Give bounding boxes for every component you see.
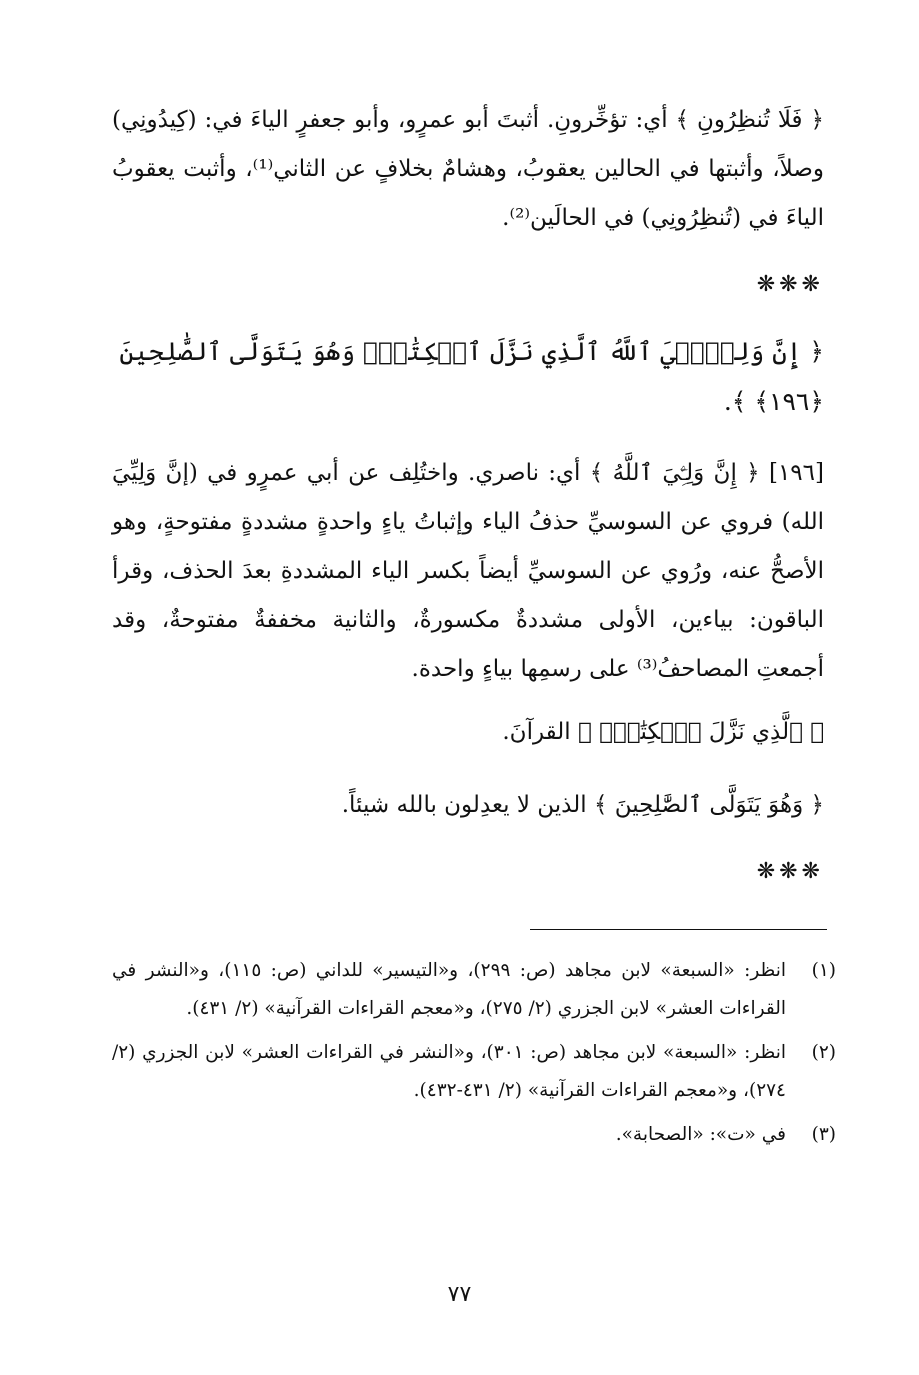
footnote-item xyxy=(112,1116,836,1154)
footnote-item xyxy=(112,952,836,1028)
main-text xyxy=(112,96,824,914)
footnotes xyxy=(112,952,836,1160)
footnote-marker: (٢) xyxy=(811,1042,836,1063)
footnote-text: في «ت»: «الصحابة». xyxy=(615,1124,786,1145)
footnote-marker: (١) xyxy=(811,960,836,981)
footnote-text: انظر: «السبعة» لابن مجاهد (ص: ٢٩٩)، و«التيسير» للداني (ص: ١١٥)، و«النشر في القراءات العشر» لابن الجزري (٢/ ٢٧٥)، و«معجم القراءات القرآنية» (٢/ ٤٣١). xyxy=(112,960,786,1019)
commentary-paragraph-1: ﴿ فَلَا تُنظِرُونِ ﴾ أي: تؤخِّرونِ. أثبتَ أبو عمرٍو، وأبو جعفرٍ الياءَ في: (كِيدُونِي) وصلاً، وأثبتها في الحالين يعقوبُ، وهشامٌ بخلافٍ عن الثاني⁽¹⁾، وأثبت يعقوبُ الياءَ في (تُنظِرُونِي) في الحالَين⁽²⁾. xyxy=(112,107,824,231)
footnote-divider xyxy=(530,929,827,930)
section-separator: ❋❋❋ xyxy=(756,272,824,297)
footnote-item xyxy=(112,1034,836,1110)
commentary-paragraph-2: [١٩٦] ﴿ إِنَّ وَلِـِّۧيَ ٱللَّهُ ﴾ أي: ناصري. واختُلِف عن أبي عمرٍو في (إنَّ وَلِيِّيَ الله) فروي عن السوسيِّ حذفُ الياء وإثباتُ ياءٍ واحدةٍ مشددةٍ مفتوحةٍ، وهو الأصحُّ عنه، ورُوي عن السوسيِّ أيضاً بكسر الياء المشددةِ بعدَ الحذف، وقرأ الباقون: بياءين، الأولى مشددةٌ مكسورةٌ، والثانية مخففةٌ مفتوحةٌ، وقد أجمعتِ المصاحفُ⁽³⁾ على رسمِها بياءٍ واحدة. xyxy=(112,460,824,682)
section-separator: ❋❋❋ xyxy=(756,859,824,884)
verse-gloss-1: ﴿ ٱلَّذِي نَزَّلَ ٱلۡكِتَٰبَۖ ﴾ القرآنَ. xyxy=(502,719,824,745)
footnote-marker: (٣) xyxy=(811,1124,836,1145)
footnote-text: انظر: «السبعة» لابن مجاهد (ص: ٣٠١)، و«النشر في القراءات العشر» لابن الجزري (٢/ ٢٧٤)، و«معجم القراءات القرآنية» (٢/ ٤٣١-٤٣٢). xyxy=(112,1042,786,1101)
verse-gloss-2: ﴿ وَهُوَ يَتَوَلَّى ٱلصَّٰلِحِينَ ﴾ الذين لا يعدِلون بالله شيئاً. xyxy=(341,792,824,818)
page-number: ٧٧ xyxy=(447,1282,472,1307)
quran-verse: ﴿ إِنَّ وَلِـِّۧيَ ٱللَّهُ ٱلَّذِي نَزَّلَ ٱلۡكِتَٰبَۖ وَهُوَ يَتَوَلَّى ٱلصَّٰلِحِينَ ﴿١٩٦﴾ ﴾. xyxy=(119,337,824,416)
